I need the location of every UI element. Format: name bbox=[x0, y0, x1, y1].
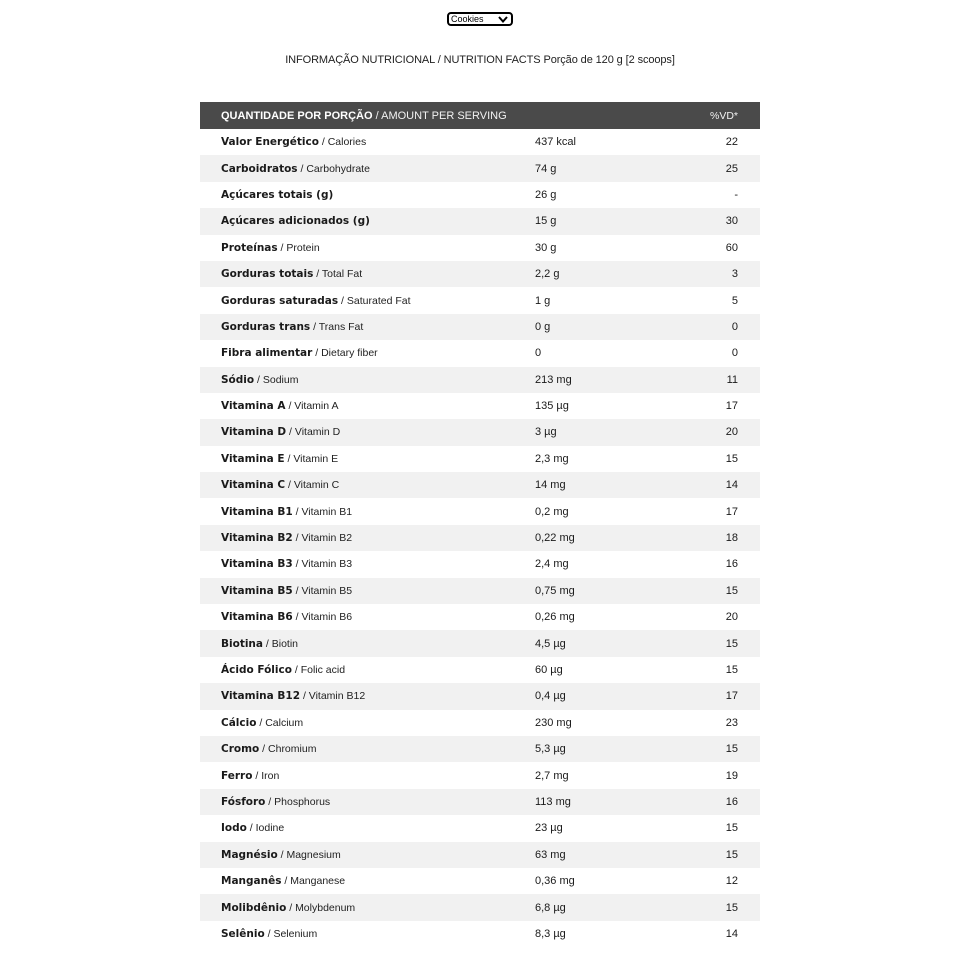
header-daily-value: %VD* bbox=[709, 109, 738, 122]
nutrient-name-pt: Vitamina C bbox=[221, 479, 286, 492]
nutrient-name-en: / Saturated Fat bbox=[338, 294, 411, 307]
table-row bbox=[200, 789, 760, 815]
header-label-en: / AMOUNT PER SERVING bbox=[372, 109, 507, 122]
nutrient-daily-value: 0 bbox=[731, 320, 738, 333]
table-body bbox=[200, 129, 760, 947]
nutrient-name-pt: Sódio bbox=[221, 373, 255, 386]
nutrient-name bbox=[200, 321, 535, 333]
nutrient-name bbox=[200, 558, 535, 570]
nutrition-title: INFORMAÇÃO NUTRICIONAL / NUTRITION FACTS Porção de 120 g [2 scoops] bbox=[285, 54, 675, 66]
nutrient-name bbox=[200, 268, 535, 280]
nutrient-name-en: / Trans Fat bbox=[310, 320, 364, 333]
nutrient-daily-value: 15 bbox=[725, 743, 738, 756]
table-row bbox=[200, 367, 760, 393]
nutrient-name-en: / Carbohydrate bbox=[297, 162, 370, 175]
nutrient-name-pt: Vitamina A bbox=[221, 400, 286, 413]
nutrient-amount: 2,2 g bbox=[535, 268, 560, 281]
table-row bbox=[200, 525, 760, 551]
nutrient-name-pt: Açúcares adicionados (g) bbox=[221, 215, 370, 228]
nutrient-daily-value: 19 bbox=[725, 769, 738, 782]
nutrient-name bbox=[200, 242, 535, 254]
nutrient-name bbox=[200, 532, 535, 544]
nutrient-name-en: / Vitamin B5 bbox=[292, 584, 353, 597]
table-row bbox=[200, 578, 760, 604]
nutrient-name bbox=[200, 189, 535, 201]
nutrient-daily-value: 30 bbox=[725, 215, 738, 228]
nutrient-name-pt: Fibra alimentar bbox=[221, 347, 313, 360]
nutrient-name-en: / Manganese bbox=[281, 875, 346, 888]
nutrient-name bbox=[200, 611, 535, 623]
nutrient-amount: 0,2 mg bbox=[535, 505, 569, 518]
nutrient-amount: 0,26 mg bbox=[535, 611, 575, 624]
nutrient-amount: 0,22 mg bbox=[535, 532, 575, 545]
nutrient-name-pt: Vitamina B1 bbox=[221, 505, 293, 518]
table-row bbox=[200, 630, 760, 656]
nutrient-daily-value: 16 bbox=[725, 558, 738, 571]
nutrient-name-en: / Magnesium bbox=[277, 848, 341, 861]
nutrient-amount: 2,3 mg bbox=[535, 452, 569, 465]
nutrient-name bbox=[200, 928, 535, 940]
nutrient-daily-value: 15 bbox=[725, 664, 738, 676]
nutrient-name-en: / Vitamin E bbox=[284, 452, 339, 465]
nutrient-name-en: / Sodium bbox=[254, 373, 299, 386]
nutrient-name bbox=[200, 664, 535, 676]
nutrient-name bbox=[200, 374, 535, 386]
nutrient-name-pt: Molibdênio bbox=[221, 901, 287, 914]
nutrient-name-pt: Iodo bbox=[221, 822, 247, 835]
nutrient-name-en: / Vitamin D bbox=[286, 426, 341, 439]
table-row bbox=[200, 314, 760, 340]
nutrient-name bbox=[200, 585, 535, 597]
nutrient-name-en: / Total Fat bbox=[313, 268, 363, 281]
flavor-select[interactable] bbox=[447, 12, 513, 26]
flavor-select-value: Cookies bbox=[451, 14, 484, 24]
nutrient-daily-value: 15 bbox=[725, 452, 738, 465]
nutrient-amount: 6,8 µg bbox=[535, 901, 566, 914]
nutrient-daily-value: 15 bbox=[725, 901, 738, 914]
nutrient-name-pt: Proteínas bbox=[221, 241, 278, 254]
table-row bbox=[200, 683, 760, 709]
nutrient-daily-value: 15 bbox=[725, 584, 738, 597]
nutrient-name-pt: Gorduras totais bbox=[221, 268, 314, 281]
nutrient-amount: 74 g bbox=[535, 162, 557, 175]
nutrient-name bbox=[200, 822, 535, 834]
nutrient-name-pt: Magnésio bbox=[221, 848, 278, 861]
nutrient-daily-value: 22 bbox=[725, 136, 738, 149]
table-row bbox=[200, 815, 760, 841]
nutrient-name-en: / Vitamin B2 bbox=[292, 532, 353, 545]
nutrient-name-en: / Selenium bbox=[264, 927, 318, 940]
table-row bbox=[200, 894, 760, 920]
nutrient-name bbox=[200, 215, 535, 227]
nutrient-daily-value: 15 bbox=[725, 637, 738, 650]
table-row bbox=[200, 868, 760, 894]
table-row bbox=[200, 446, 760, 472]
nutrient-name-en: / Biotin bbox=[263, 637, 299, 650]
nutrient-daily-value: 16 bbox=[725, 795, 738, 808]
nutrient-amount: 1 g bbox=[535, 294, 551, 307]
nutrient-name bbox=[200, 638, 535, 650]
nutrient-name-en: / Vitamin B12 bbox=[300, 690, 366, 703]
nutrient-name-en: / Calcium bbox=[256, 716, 304, 729]
nutrient-name-en: / Dietary fiber bbox=[312, 347, 378, 360]
nutrient-name-pt: Vitamina B5 bbox=[221, 584, 293, 597]
nutrient-name bbox=[200, 163, 535, 175]
nutrient-daily-value: 5 bbox=[731, 294, 738, 307]
nutrient-name bbox=[200, 295, 535, 307]
chevron-down-icon bbox=[498, 15, 508, 23]
nutrient-amount: 2,4 mg bbox=[535, 558, 569, 571]
nutrient-amount: 135 µg bbox=[535, 400, 569, 413]
nutrient-amount: 5,3 µg bbox=[535, 743, 566, 756]
table-row bbox=[200, 419, 760, 445]
header-amount-per-serving bbox=[200, 110, 678, 122]
nutrient-name-pt: Vitamina B6 bbox=[221, 611, 293, 624]
nutrient-name-en: / Iodine bbox=[246, 822, 285, 835]
nutrient-daily-value: 18 bbox=[725, 532, 738, 545]
nutrient-name-pt: Biotina bbox=[221, 637, 263, 650]
nutrient-name bbox=[200, 717, 535, 729]
nutrient-name-en: / Chromium bbox=[259, 743, 317, 756]
nutrient-daily-value: 11 bbox=[726, 373, 738, 386]
nutrient-amount: 30 g bbox=[535, 241, 557, 254]
nutrient-amount: 230 mg bbox=[535, 716, 572, 729]
nutrient-name-pt: Cálcio bbox=[221, 716, 257, 729]
nutrient-amount: 0 bbox=[535, 347, 542, 360]
nutrient-name bbox=[200, 453, 535, 465]
header-label-pt: QUANTIDADE POR PORÇÃO bbox=[221, 109, 373, 122]
nutrient-name-en: / Protein bbox=[277, 241, 320, 254]
nutrient-name-en: / Vitamin C bbox=[285, 479, 340, 492]
nutrient-amount: 26 g bbox=[535, 188, 557, 201]
nutrient-name bbox=[200, 849, 535, 861]
nutrient-name bbox=[200, 902, 535, 914]
nutrient-daily-value: - bbox=[734, 188, 738, 201]
nutrient-name-pt: Vitamina B12 bbox=[221, 690, 301, 703]
nutrient-name bbox=[200, 743, 535, 755]
nutrient-name-en: / Vitamin B1 bbox=[292, 505, 353, 518]
table-row bbox=[200, 155, 760, 181]
nutrient-daily-value: 0 bbox=[731, 347, 738, 360]
nutrient-name-pt: Fósforo bbox=[221, 795, 266, 808]
table-row bbox=[200, 340, 760, 366]
nutrient-daily-value: 15 bbox=[725, 822, 738, 835]
nutrient-daily-value: 17 bbox=[725, 690, 738, 703]
nutrient-name bbox=[200, 479, 535, 491]
nutrient-amount: 8,3 µg bbox=[535, 927, 566, 940]
nutrient-name-pt: Vitamina B2 bbox=[221, 532, 293, 545]
nutrient-name-pt: Açúcares totais (g) bbox=[221, 188, 334, 201]
nutrient-amount: 4,5 µg bbox=[535, 637, 566, 650]
nutrient-daily-value: 17 bbox=[725, 400, 738, 413]
nutrient-name-en: / Calories bbox=[318, 136, 367, 149]
table-row bbox=[200, 182, 760, 208]
nutrient-amount: 23 µg bbox=[535, 822, 563, 835]
nutrient-daily-value: 3 bbox=[731, 268, 738, 281]
nutrient-name-en: / Phosphorus bbox=[265, 795, 331, 808]
nutrient-amount: 14 mg bbox=[535, 479, 566, 492]
nutrient-name-en: / Folic acid bbox=[291, 664, 346, 676]
table-row bbox=[200, 129, 760, 155]
nutrient-name-pt: Selênio bbox=[221, 927, 265, 940]
nutrient-name bbox=[200, 136, 535, 148]
table-row bbox=[200, 736, 760, 762]
table-row bbox=[200, 921, 760, 947]
nutrient-amount: 0,4 µg bbox=[535, 690, 566, 703]
table-row bbox=[200, 657, 760, 683]
nutrient-amount: 0 g bbox=[535, 320, 551, 333]
table-row bbox=[200, 235, 760, 261]
nutrient-daily-value: 14 bbox=[725, 927, 738, 940]
nutrient-name-pt: Vitamina E bbox=[221, 452, 285, 465]
nutrient-name bbox=[200, 875, 535, 887]
nutrient-amount: 2,7 mg bbox=[535, 769, 569, 782]
nutrient-name bbox=[200, 347, 535, 359]
nutrient-amount: 60 µg bbox=[535, 664, 563, 676]
nutrient-name-pt: Gorduras saturadas bbox=[221, 294, 339, 307]
table-header bbox=[200, 102, 760, 129]
nutrient-daily-value: 60 bbox=[725, 241, 738, 254]
nutrient-daily-value: 25 bbox=[725, 162, 738, 175]
nutrient-daily-value: 23 bbox=[725, 716, 738, 729]
table-row bbox=[200, 551, 760, 577]
nutrient-amount: 437 kcal bbox=[535, 136, 576, 149]
nutrient-name bbox=[200, 796, 535, 808]
table-row bbox=[200, 842, 760, 868]
nutrient-name bbox=[200, 506, 535, 518]
table-row bbox=[200, 393, 760, 419]
nutrition-table bbox=[200, 102, 760, 947]
nutrient-name bbox=[200, 426, 535, 438]
table-row bbox=[200, 287, 760, 313]
nutrient-amount: 3 µg bbox=[535, 426, 557, 439]
table-row bbox=[200, 472, 760, 498]
nutrient-name-pt: Vitamina B3 bbox=[221, 558, 293, 571]
nutrient-amount: 0,75 mg bbox=[535, 584, 575, 597]
table-row bbox=[200, 208, 760, 234]
nutrient-amount: 0,36 mg bbox=[535, 875, 575, 888]
nutrient-daily-value: 20 bbox=[725, 426, 738, 439]
nutrient-name bbox=[200, 690, 535, 702]
table-row bbox=[200, 710, 760, 736]
table-row bbox=[200, 604, 760, 630]
nutrient-name-pt: Cromo bbox=[221, 743, 260, 756]
table-row bbox=[200, 498, 760, 524]
nutrient-name bbox=[200, 770, 535, 782]
nutrient-name-pt: Ácido Fólico bbox=[221, 664, 292, 676]
nutrient-name-en: / Vitamin B6 bbox=[292, 611, 353, 624]
nutrient-name-en: / Vitamin A bbox=[285, 400, 339, 413]
nutrient-name-pt: Valor Energético bbox=[221, 136, 319, 149]
nutrient-amount: 213 mg bbox=[535, 373, 572, 386]
nutrient-daily-value: 17 bbox=[725, 505, 738, 518]
nutrient-name-en: / Iron bbox=[252, 769, 280, 782]
nutrient-daily-value: 15 bbox=[725, 848, 738, 861]
table-row bbox=[200, 261, 760, 287]
nutrient-name-pt: Manganês bbox=[221, 875, 282, 888]
table-row bbox=[200, 762, 760, 788]
nutrient-amount: 15 g bbox=[535, 215, 557, 228]
nutrient-amount: 113 mg bbox=[535, 795, 571, 808]
nutrient-name-pt: Carboidratos bbox=[221, 162, 298, 175]
nutrient-daily-value: 20 bbox=[725, 611, 738, 624]
nutrient-amount: 63 mg bbox=[535, 848, 566, 861]
nutrient-name-pt: Vitamina D bbox=[221, 426, 287, 439]
nutrient-name-en: / Molybdenum bbox=[286, 901, 356, 914]
nutrient-daily-value: 14 bbox=[725, 479, 738, 492]
nutrient-name-en: / Vitamin B3 bbox=[292, 558, 353, 571]
nutrient-name bbox=[200, 400, 535, 412]
nutrient-name-pt: Gorduras trans bbox=[221, 320, 311, 333]
nutrient-name-pt: Ferro bbox=[221, 769, 253, 782]
nutrient-daily-value: 12 bbox=[725, 875, 738, 888]
